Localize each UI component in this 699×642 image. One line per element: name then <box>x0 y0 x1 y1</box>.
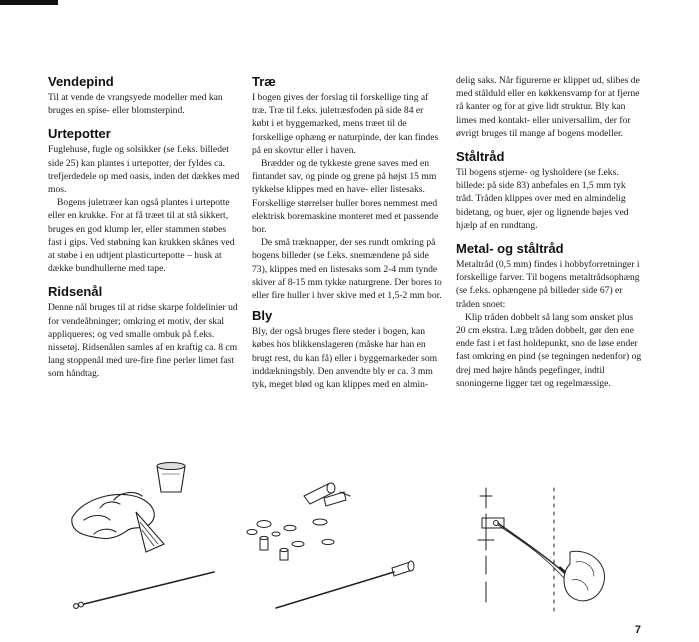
heading-metal-staaltraad: Metal- og ståltråd <box>456 241 564 257</box>
ridsenaal-p1: Denne nål bruges til at ridse skarpe foldelinier ud for vendeåbninger; omkring et motiv, der skal appliqueres; og ved smalle ombuk på f.eks. nissetøj. Ridsenålen samles af en kraftig ca. 8 cm lang stoppenål med ure-fire fine perler limet fast som håndtag. <box>48 302 238 380</box>
urtepotter-p1: Fuglehuse, fugle og solsikker (se f.eks. billedet side 25) kan plantes i urtepotter, der fyldes ca. trefjerdedele op med oasis, inden det dækkes med mos. <box>48 144 240 196</box>
heading-bly: Bly <box>252 308 273 324</box>
bly-p1: Bly, der også bruges flere steder i bogen, kan købes hos blikkenslageren (måske har han en brugt rest, du kan få) eller i byggemarkeder som inddækningsbly. Den anvendte bly er ca. 3 mm tyk, meget blød og kan klippes med en almin- <box>252 326 438 391</box>
metal-p2: Klip tråden dobbelt så lang som ønsket plus 20 cm ekstra. Læg tråden dobbelt, gør den ene ende fast i et fast holdepunkt, sno de løse ender fast omkring en pind (se tegningen nedenfor) og drej med højre hånds pegefinger, indtil snoningerne ligger tæt og regelmæssige. <box>456 311 642 389</box>
trae-p2: Brædder og de tykkeste grene saves med en fintandet sav, og pinde og grene på højst 15 mm tykkelse klippes med en have- eller listesaks. Forskellige størrelser huller bores nemmest med elektrisk boremaskine monteret med et passende bor. <box>252 158 439 236</box>
bly-continued: delig saks. Når figurerne er klippet ud, slibes de med stålduld eller en køkkensvamp for at fjerne rå kanter og for at give lidt struktur. Bly kan limes med kontakt- eller universallim, der for øvrigt bruges til mange af bogens modeller. <box>456 75 640 139</box>
page-number: 7 <box>634 624 641 636</box>
heading-staaltraad: Ståltråd <box>456 149 505 165</box>
vendepind-text: Til at vende de vrangsyede modeller med kan bruges en spise- eller blomsterpind. <box>48 92 223 117</box>
staaltraad-p1: Til bogens stjerne- og lysholdere (se f.eks. billede: på side 83) anbefales en 1,5 mm tyk tråd. Tråden klippes over med en almindelig bidetang, og buer, øjer og lignende bøjes ved hjælp af en rundtang. <box>456 167 629 231</box>
trae-p1: I bogen gives der forslag til forskellige ting af træ. Træ til f.eks. juletræsfoden på side 84 er købt i et byggemarked, mens træet til de forskellige ophæng er naturpinde, der kan findes på en skovtur eller i haven. <box>252 92 439 156</box>
heading-ridsenaal: Ridsenål <box>48 284 103 300</box>
column-1 <box>48 74 240 381</box>
metal-p1: Metaltråd (0,5 mm) findes i hobbyforretninger i forskellige farver. Til bogens metaltrådsophæng (se f.eks. ophængene på billeder side 67) er tråden snoet: <box>456 259 640 310</box>
column-2 <box>252 74 442 391</box>
trae-p3: De små træknapper, der ses rundt omkring på bogens billeder (se f.eks. snemændene på side 73), klippes med en listesaks som 2-4 mm tynde skiver af 8-15 mm tykke naturgrene. Der bores to eller fire huller i hver skive med et 1,5-2 mm bor. <box>252 237 442 302</box>
ridsenaal-illustration <box>54 448 254 618</box>
urtepotter-p2: Bogens juletræer kan også plantes i urtepotte eller en krukke. For at få træet til at stå sikkert, bruges en god klump ler, eller stammen støbes fast i gips. Ved støbning kan krukken skånes ved at støbe i en udtjent plasticurtepotte – husk at dække bundhullerne med tape. <box>48 197 235 275</box>
heading-vendepind: Vendepind <box>48 74 114 89</box>
corner-mark <box>0 0 58 5</box>
heading-urtepotter: Urtepotter <box>48 126 111 142</box>
column-3 <box>456 74 642 390</box>
heading-trae: Træ <box>252 74 276 89</box>
metaltraad-illustration <box>458 478 628 618</box>
trae-bly-illustration <box>232 472 432 622</box>
